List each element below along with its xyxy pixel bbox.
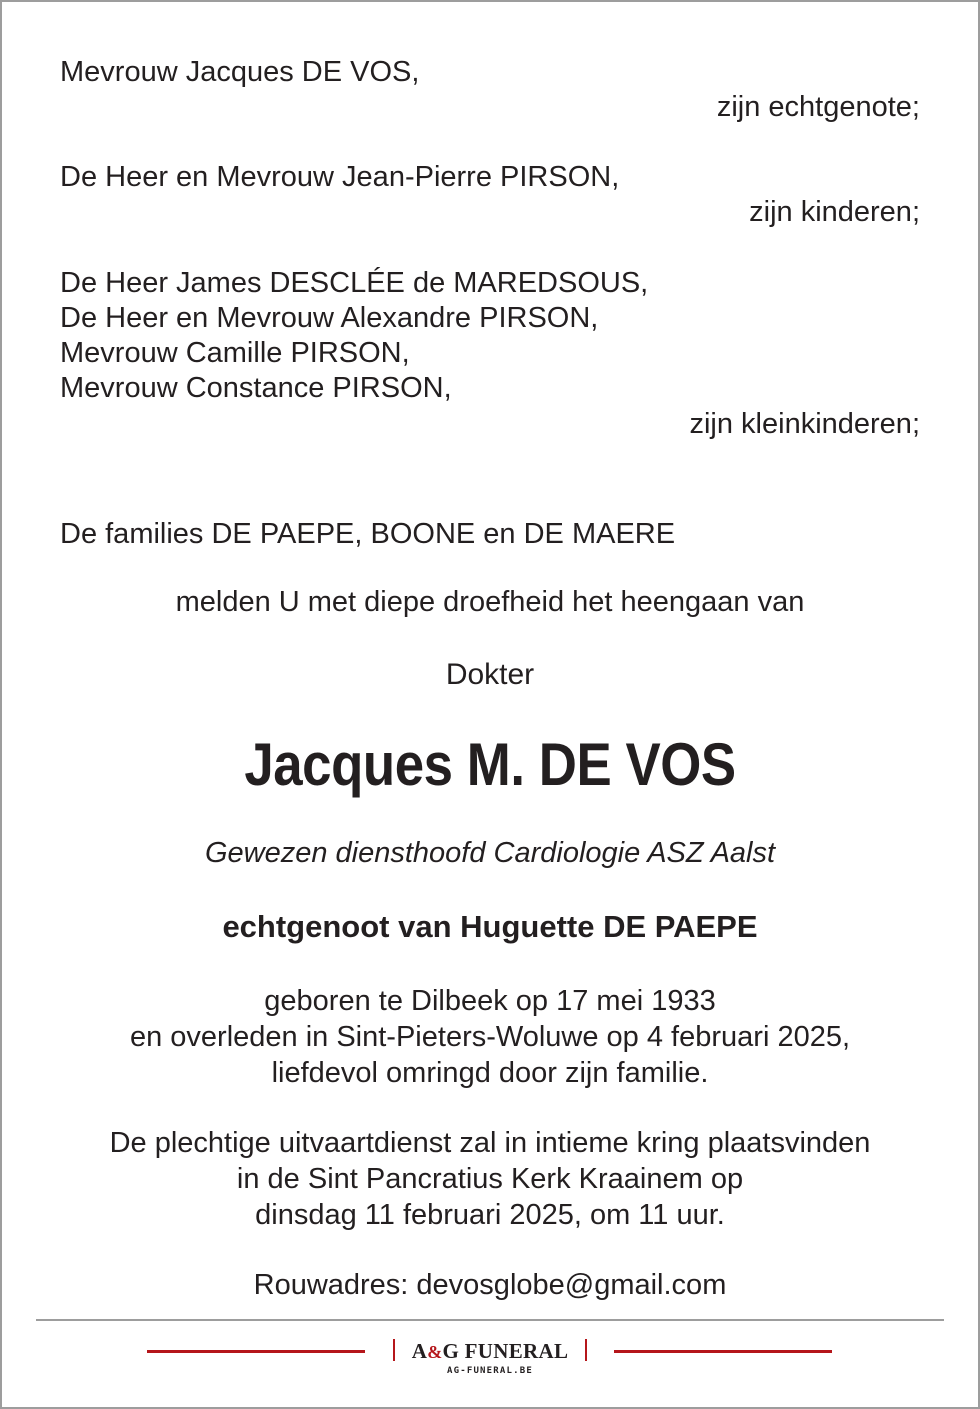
logo-bar-left <box>393 1339 395 1361</box>
children-relation: zijn kinderen; <box>749 196 920 228</box>
deceased-title: Dokter <box>445 658 535 691</box>
birth-info: geboren te Dilbeek op 17 mei 1933 <box>264 985 716 1017</box>
logo-text-a: A <box>411 1339 428 1363</box>
footer-red-line-right <box>614 1350 832 1353</box>
service-line-2: in de Sint Pancratius Kerk Kraainem op <box>236 1163 744 1195</box>
death-info: en overleden in Sint-Pieters-Woluwe op 4 februari 2025, <box>129 1021 851 1053</box>
service-line-3: dinsdag 11 februari 2025, om 11 uur. <box>255 1199 725 1231</box>
logo-text-funeral: G FUNERAL <box>442 1339 569 1363</box>
grandchildren-relation: zijn kleinkinderen; <box>689 408 920 440</box>
funeral-logo <box>400 1338 580 1365</box>
mourning-address: Rouwadres: devosglobe@gmail.com <box>253 1269 727 1301</box>
footer-divider <box>36 1319 944 1321</box>
logo-ampersand: & <box>427 1342 443 1362</box>
deceased-spouse: echtgenoot van Huguette DE PAEPE <box>222 909 758 944</box>
surrounded-info: liefdevol omringd door zijn familie. <box>271 1057 709 1089</box>
grandchild-4: Mevrouw Constance PIRSON, <box>60 372 452 404</box>
spouse-name: Mevrouw Jacques DE VOS, <box>60 56 420 88</box>
grandchild-3: Mevrouw Camille PIRSON, <box>60 337 410 369</box>
service-line-1: De plechtige uitvaartdienst zal in intieme kring plaatsvinden <box>109 1127 871 1159</box>
deceased-name: Jacques M. DE VOS <box>244 731 736 798</box>
footer-red-line-left <box>147 1350 365 1353</box>
announcement-intro: melden U met diepe droefheid het heengaan van <box>175 586 805 618</box>
families: De families DE PAEPE, BOONE en DE MAERE <box>60 518 676 550</box>
grandchild-1: De Heer James DESCLÉE de MAREDSOUS, <box>60 267 649 299</box>
children-name: De Heer en Mevrouw Jean-Pierre PIRSON, <box>60 161 620 193</box>
grandchild-2: De Heer en Mevrouw Alexandre PIRSON, <box>60 302 599 334</box>
deceased-position: Gewezen diensthoofd Cardiologie ASZ Aalst <box>204 837 776 869</box>
funeral-website[interactable]: AG-FUNERAL.BE <box>446 1366 534 1376</box>
spouse-relation: zijn echtgenote; <box>716 91 920 123</box>
logo-bar-right <box>585 1339 587 1361</box>
